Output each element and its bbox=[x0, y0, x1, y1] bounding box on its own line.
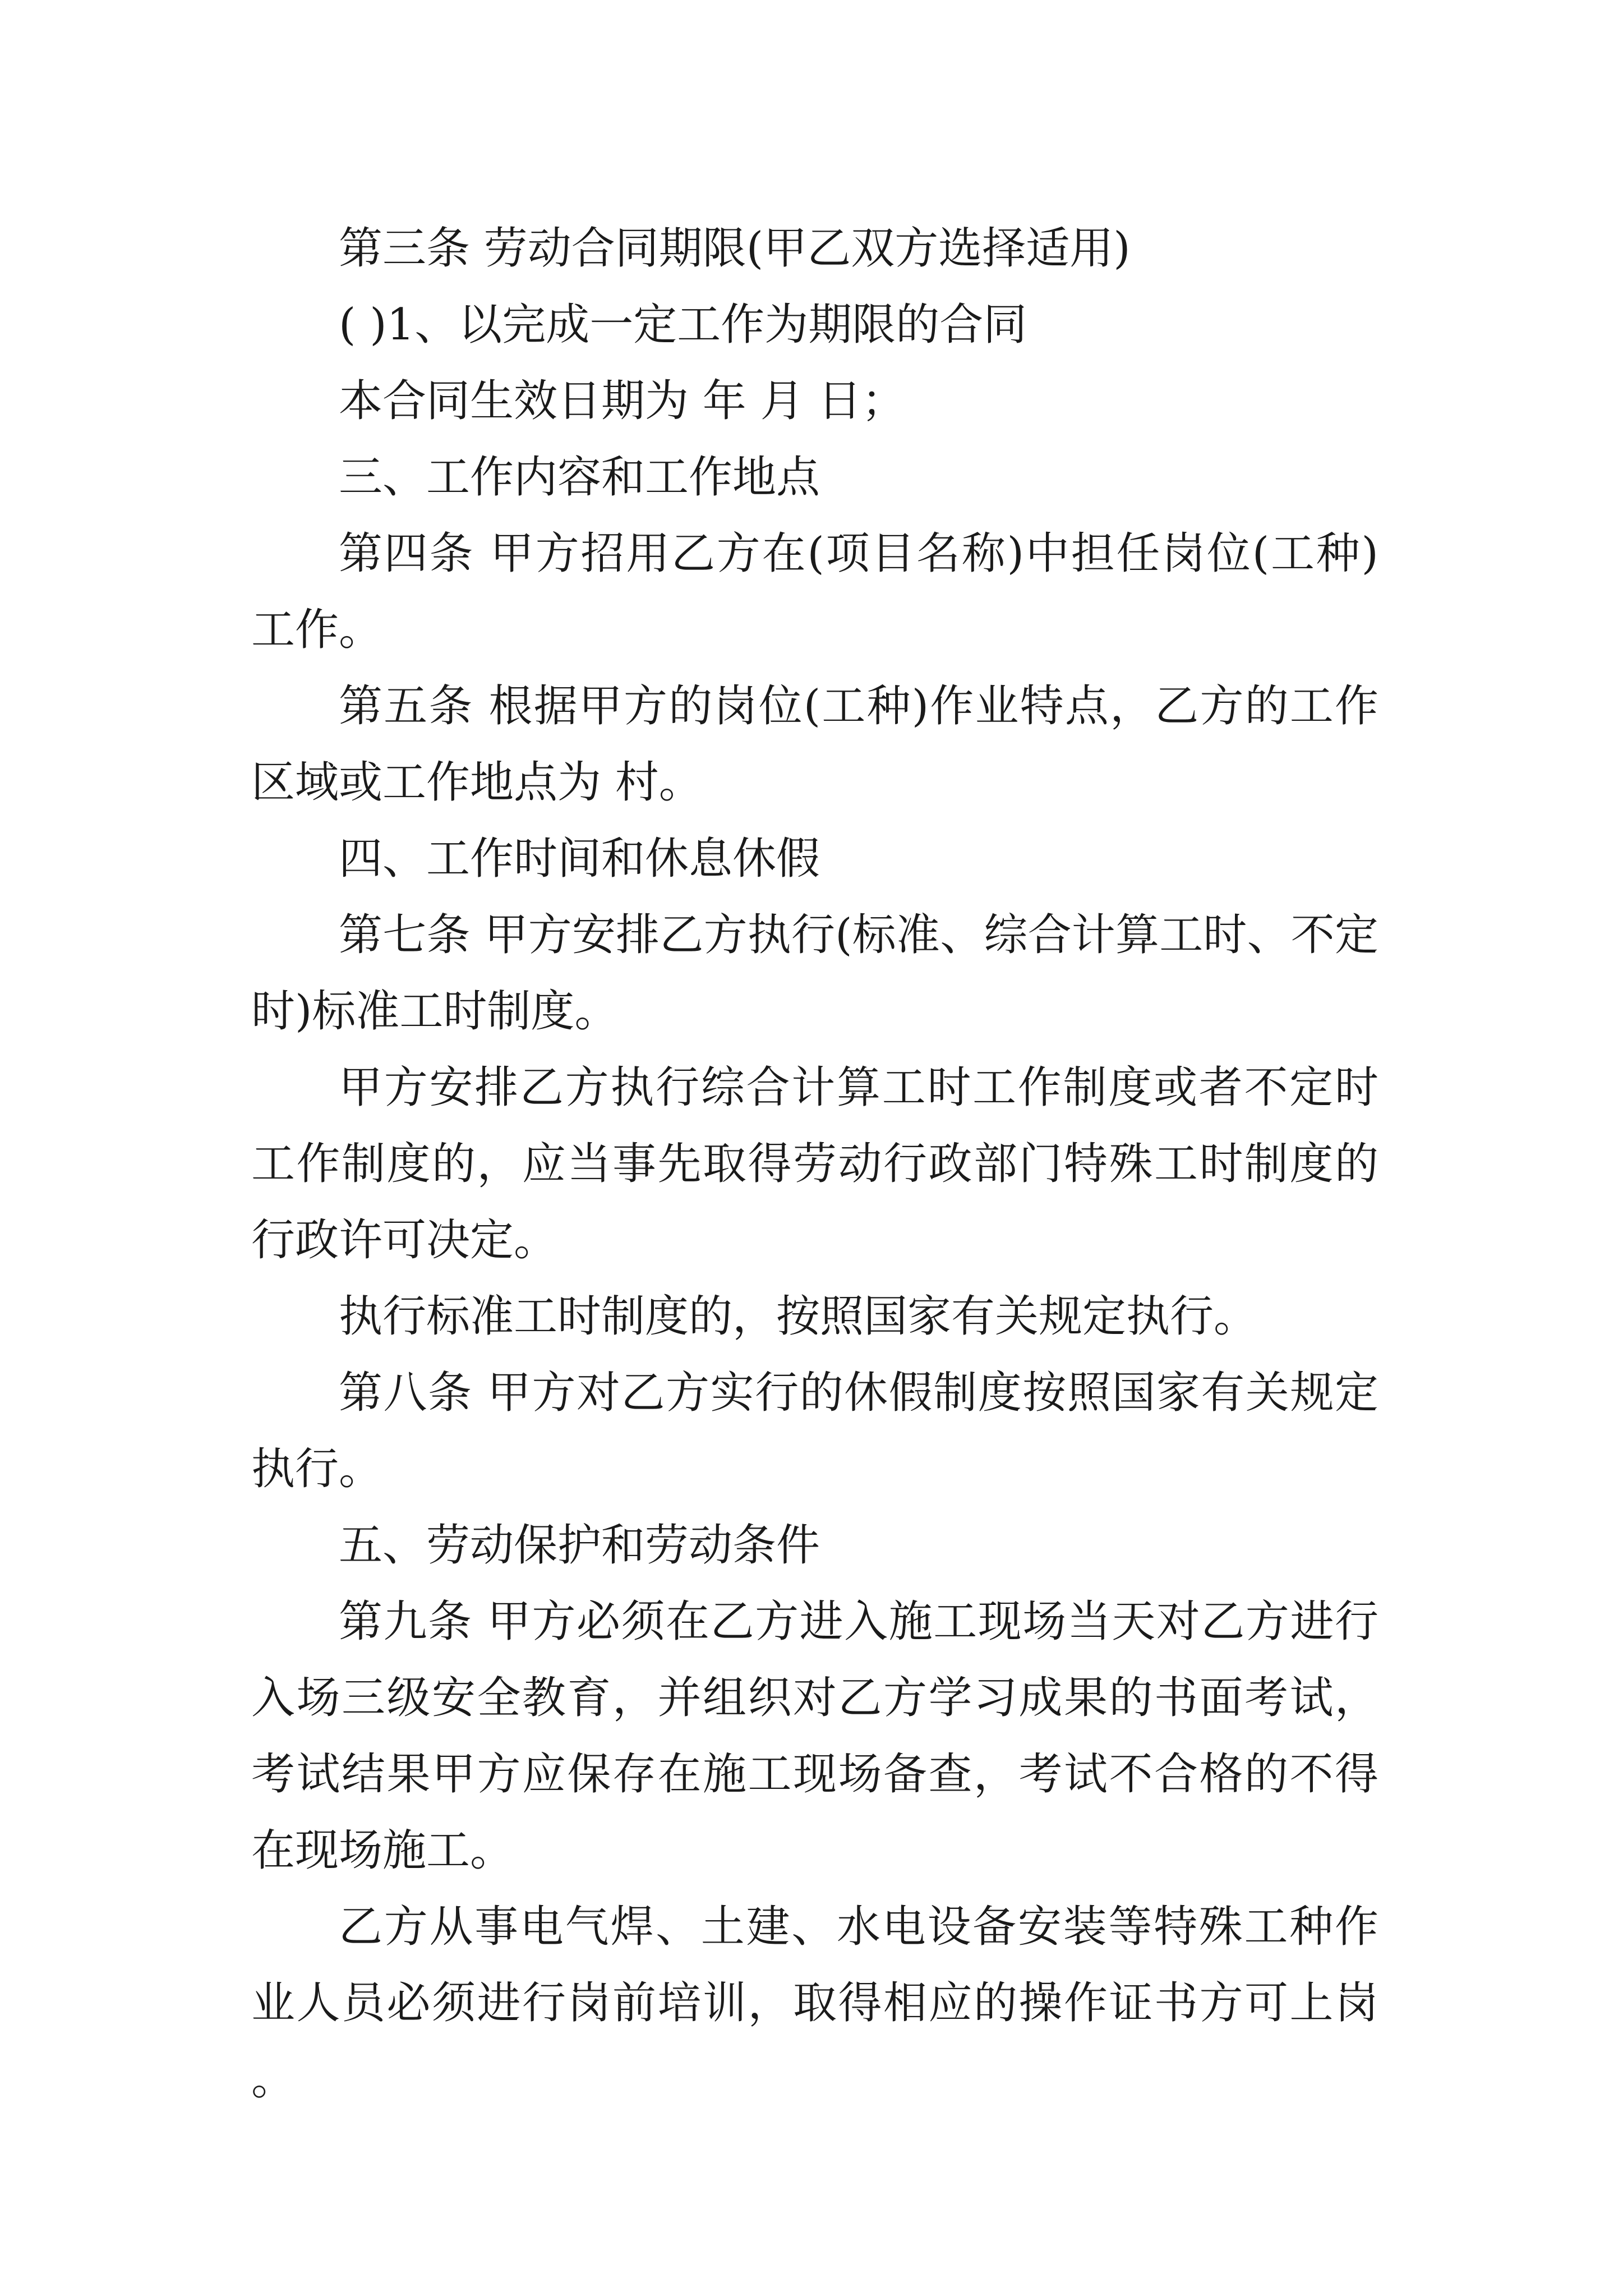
paragraph-effective-date: 本合同生效日期为 年 月 日； bbox=[339, 376, 906, 426]
paragraph-article-5: 第五条 根据甲方的岗位(工种)作业特点，乙方的工作区域或工作地点为 村。 bbox=[251, 681, 1378, 808]
paragraph-article-9: 第九条 甲方必须在乙方进入施工现场当天对乙方进行入场三级安全教育，并组织对乙方学习成果的书面考试，考试结果甲方应保存在施工现场备查，考试不合格的不得在现场施工。 bbox=[251, 1596, 1378, 1876]
section-heading-labor-protection: 五、劳动保护和劳动条件 bbox=[339, 1520, 820, 1571]
paragraph-article-8: 第八条 甲方对乙方实行的休假制度按照国家有关规定执行。 bbox=[251, 1368, 1378, 1494]
paragraph-article-7: 第七条 甲方安排乙方执行(标准、综合计算工时、不定时)标准工时制度。 bbox=[251, 910, 1378, 1037]
paragraph-term-article-3: 第三条 劳动合同期限(甲乙双方选择适用) bbox=[339, 223, 1131, 274]
document-body bbox=[251, 210, 1378, 2118]
section-heading-work-hours: 四、工作时间和休息休假 bbox=[339, 834, 820, 884]
paragraph-standard-hours: 执行标准工时制度的，按照国家有关规定执行。 bbox=[339, 1291, 1258, 1342]
paragraph-article-4: 第四条 甲方招用乙方在(项目名称)中担任岗位(工种)工作。 bbox=[251, 528, 1378, 655]
section-heading-work-content: 三、工作内容和工作地点 bbox=[339, 452, 820, 503]
paragraph-special-hours: 甲方安排乙方执行综合计算工时工作制度或者不定时工作制度的，应当事先取得劳动行政部门特殊工时制度的行政许可决定。 bbox=[251, 1062, 1378, 1266]
paragraph-special-trades: 乙方从事电气焊、土建、水电设备安装等特殊工种作业人员必须进行岗前培训，取得相应的操作证书方可上岗。 bbox=[251, 1902, 1378, 2105]
paragraph-term-option-1: ( )1、以完成一定工作为期限的合同 bbox=[339, 300, 1027, 350]
